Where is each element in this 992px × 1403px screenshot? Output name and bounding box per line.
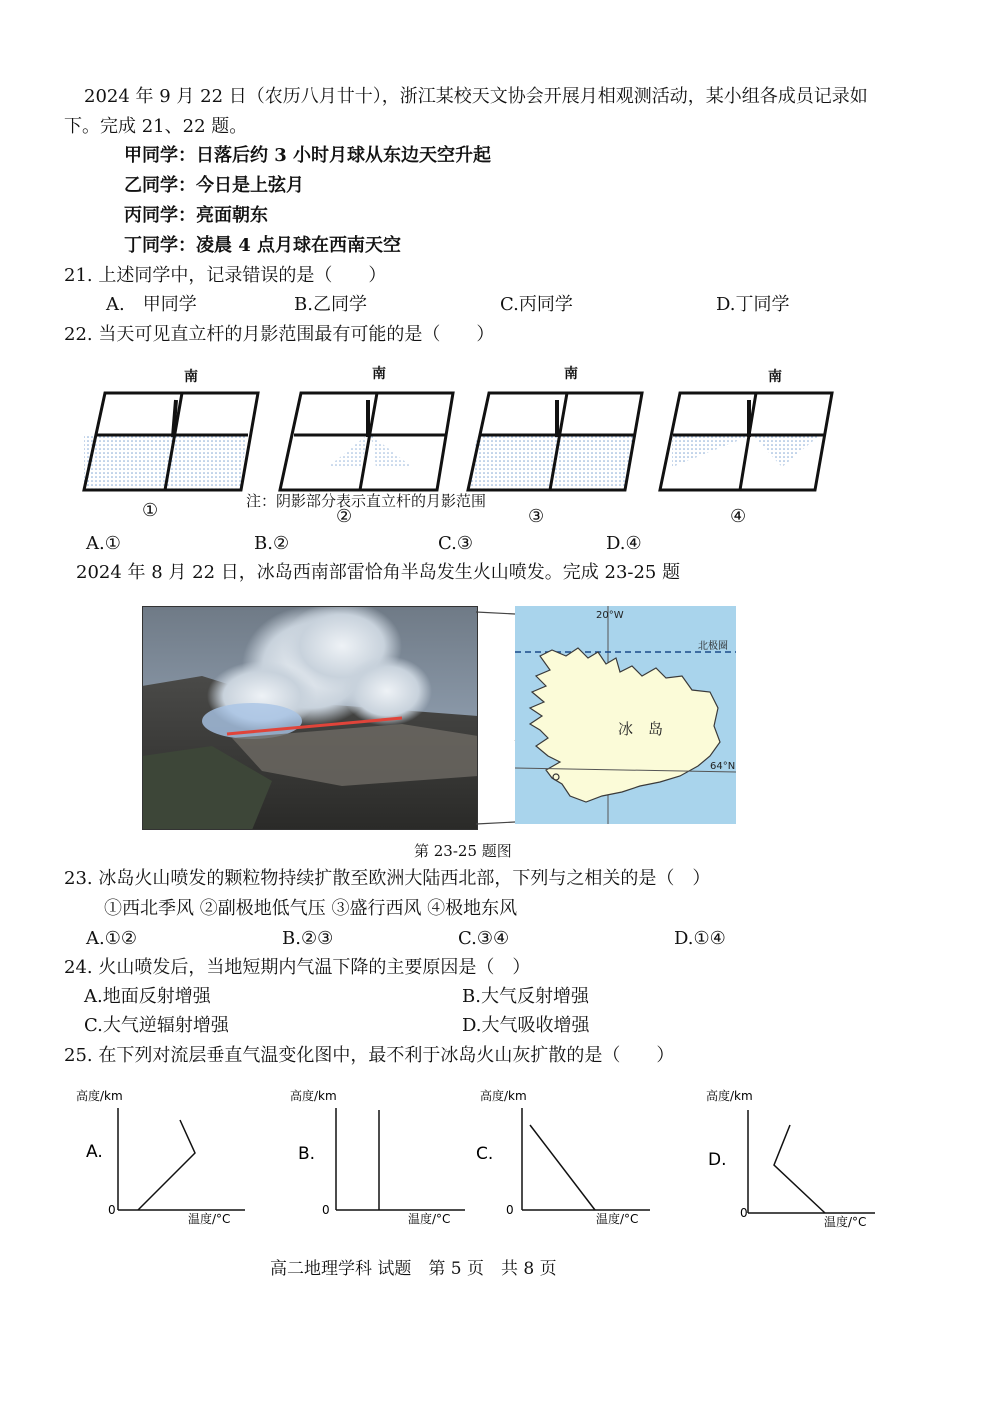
graph-a-x-label: 温度/°C [188,1212,231,1226]
graph-b-y-label: 高度/km [290,1089,337,1103]
temperature-graphs [60,1080,920,1240]
graph-d-y-label: 高度/km [706,1089,753,1103]
volcano-photo [142,606,478,830]
intro-2: 2024 年 8 月 22 日，冰岛西南部雷恰角半岛发生火山喷发。完成 23-25 题 [76,562,681,583]
map-lon-label: 20°W [596,610,624,621]
diagram-label-2: ② [336,506,353,527]
q23-option-b[interactable]: B.②③ [282,928,334,949]
graph-b-letter: B. [298,1144,316,1164]
map-island-label: 冰 岛 [618,720,664,738]
south-label-4: 南 [768,369,782,385]
q22-option-d[interactable]: D.④ [606,533,642,554]
page-footer: 高二地理学科 试题 第 5 页 共 8 页 [270,1259,557,1279]
graph-c-x-label: 温度/°C [596,1212,639,1226]
diagram-label-3: ③ [528,506,545,527]
q23-items: ①西北季风 ②副极地低气压 ③盛行西风 ④极地东风 [104,898,518,919]
record-bing: 丙同学：亮面朝东 [124,205,268,226]
graph-a-y-label: 高度/km [76,1089,123,1103]
graph-c-y-label: 高度/km [480,1089,527,1103]
intro-line-2: 下。完成 21、22 题。 [64,116,248,137]
graph-b-x-label: 温度/°C [408,1212,451,1226]
q21-option-c[interactable]: C.丙同学 [500,294,573,315]
q22-note: 注：阴影部分表示直立杆的月影范围 [246,492,487,510]
diagram-label-4: ④ [730,506,747,527]
shadow-diagram-1 [84,393,258,490]
map-arctic-label: 北极圈 [698,641,728,652]
graph-c [476,1088,650,1226]
q23-option-d[interactable]: D.①④ [674,928,726,949]
q21-option-d[interactable]: D.丁同学 [716,294,790,315]
south-label-3: 南 [564,366,578,382]
graph-a-letter: A. [86,1142,103,1162]
q22-option-b[interactable]: B.② [254,533,290,554]
q22-option-c[interactable]: C.③ [438,533,473,554]
graph-c-letter: C. [476,1144,494,1164]
graph-a-origin: 0 [108,1203,116,1217]
figure-caption: 第 23-25 题图 [414,842,512,860]
q22-stem: 22. 当天可见直立杆的月影范围最有可能的是（ ） [64,324,495,345]
q24-option-a[interactable]: A.地面反射增强 [84,986,211,1007]
south-label-2: 南 [372,366,386,382]
map-lat-label: 64°N [710,761,736,772]
graph-d-origin: 0 [740,1206,748,1220]
graph-b [290,1088,465,1226]
q23-option-a[interactable]: A.①② [86,928,137,949]
record-jia: 甲同学：日落后约 3 小时月球从东边天空升起 [124,145,492,166]
q22-option-a[interactable]: A.① [86,533,121,554]
q21-option-b[interactable]: B.乙同学 [294,294,367,315]
shadow-diagram-2 [280,393,453,490]
record-ding: 丁同学：凌晨 4 点月球在西南天空 [124,235,402,256]
intro-line-1: 2024 年 9 月 22 日（农历八月廿十），浙江某校天文协会开展月相观测活动，某小组各成员记录如 [84,86,868,107]
diagram-label-1: ① [142,500,159,521]
iceland-map [470,606,736,830]
q23-stem: 23. 冰岛火山喷发的颗粒物持续扩散至欧洲大陆西北部，下列与之相关的是（ ） [64,868,711,889]
graph-d-letter: D. [708,1150,727,1170]
south-label-1: 南 [184,369,198,385]
q24-option-d[interactable]: D.大气吸收增强 [462,1015,590,1036]
graph-d [706,1088,875,1229]
q24-option-c[interactable]: C.大气逆辐射增强 [84,1015,229,1036]
q21-option-a[interactable]: A. 甲同学 [106,294,197,315]
q24-option-b[interactable]: B.大气反射增强 [462,986,589,1007]
q23-option-c[interactable]: C.③④ [458,928,510,949]
graph-b-origin: 0 [322,1203,330,1217]
shadow-diagram-3 [468,393,642,490]
graph-d-x-label: 温度/°C [824,1215,867,1229]
graph-c-origin: 0 [506,1203,514,1217]
q21-stem: 21. 上述同学中，记录错误的是（ ） [64,265,387,286]
graph-a [76,1088,245,1226]
record-yi: 乙同学：今日是上弦月 [124,175,304,196]
q25-stem: 25. 在下列对流层垂直气温变化图中，最不利于冰岛火山灰扩散的是（ ） [64,1045,675,1066]
shadow-diagram-4 [660,393,832,490]
q24-stem: 24. 火山喷发后，当地短期内气温下降的主要原因是（ ） [64,957,531,978]
